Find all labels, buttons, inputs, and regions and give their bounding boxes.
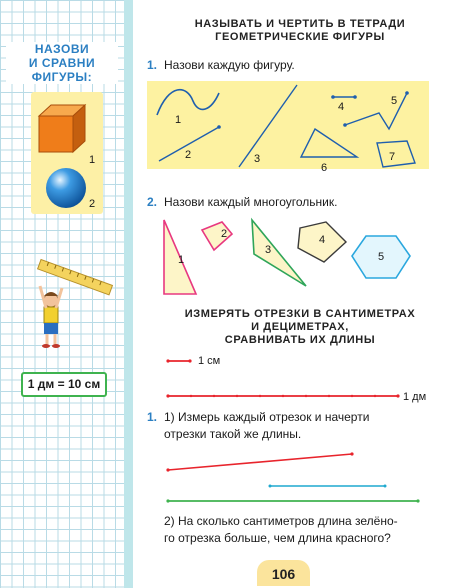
polygon-label: 4 (319, 234, 326, 246)
exercise-text-line: отрезки такой же длины. (164, 427, 302, 441)
task-number: 1. (147, 58, 158, 72)
figure-label: 1 (175, 114, 182, 126)
heading-line: И ДЕЦИМЕТРАХ, (251, 321, 349, 333)
figure-label: 2 (185, 149, 192, 161)
polygon-label: 1 (178, 254, 185, 266)
exercise-text-line: 1) Измерь каждый отрезок и начерти (164, 410, 370, 424)
polygon-label: 5 (378, 251, 385, 263)
task-text: Назови каждый многоугольник. (164, 195, 338, 209)
quadrilateral (377, 141, 415, 167)
exercise-part1 (164, 409, 430, 443)
cube-sphere-illustration (31, 92, 103, 214)
curve-line (157, 90, 219, 115)
heading-line: СРАВНИВАТЬ ИХ ДЛИНЫ (224, 334, 376, 346)
sidebar-title-line: И СРАВНИ (6, 56, 118, 70)
section-heading-measure (160, 308, 440, 347)
cm-label: 1 см (198, 355, 221, 367)
polygon-label: 3 (265, 244, 272, 256)
dm-label: 1 дм (403, 391, 427, 403)
task-text: Назови каждую фигуру. (164, 58, 295, 72)
heading-line: ГЕОМЕТРИЧЕСКИЕ ФИГУРЫ (215, 31, 385, 43)
red-segment (168, 454, 352, 470)
cube-number: 1 (89, 154, 96, 166)
figure-label: 7 (389, 151, 396, 163)
cube-front-face (39, 116, 73, 152)
sidebar-title-line: НАЗОВИ (6, 42, 118, 56)
exercise-text-line: 2) На сколько сантиметров длина зелёно- (164, 514, 398, 528)
page-number: 106 (257, 560, 310, 586)
boy-shorts (44, 323, 58, 334)
polygon-2 (202, 222, 232, 250)
cube-and-sphere-card (31, 92, 103, 214)
ruler (38, 259, 113, 294)
heading-line: НАЗЫВАТЬ И ЧЕРТИТЬ В ТЕТРАДИ (194, 18, 406, 30)
sphere-number: 2 (89, 198, 96, 210)
figure-label: 4 (338, 101, 345, 113)
task-number: 2. (147, 195, 158, 209)
figure-label: 3 (254, 153, 261, 165)
exercise-text-line: го отрезка больше, чем длина красного? (164, 531, 391, 545)
exercise-part2 (164, 513, 430, 547)
heading-line: ИЗМЕРЯТЬ ОТРЕЗКИ В САНТИМЕТРАХ (184, 308, 416, 320)
sidebar-title-line: ФИГУРЫ: (6, 70, 118, 84)
dm-cm-formula: 1 дм = 10 см (21, 372, 107, 397)
boy-shirt (44, 307, 58, 323)
sphere (46, 168, 86, 208)
polygon-3 (252, 220, 306, 286)
straight-line (239, 85, 297, 167)
triangle (301, 129, 357, 157)
sidebar-title (6, 42, 118, 84)
exercise-number: 1. (147, 410, 158, 424)
boy-with-ruler-illustration (34, 250, 114, 355)
boy-hair (44, 292, 58, 296)
figure-label: 5 (391, 95, 398, 107)
figure-label: 6 (321, 162, 328, 174)
section-heading-shapes (160, 18, 440, 44)
left-margin-panel (0, 0, 124, 588)
polygon-label: 2 (221, 228, 228, 240)
figures-panel (147, 81, 429, 174)
